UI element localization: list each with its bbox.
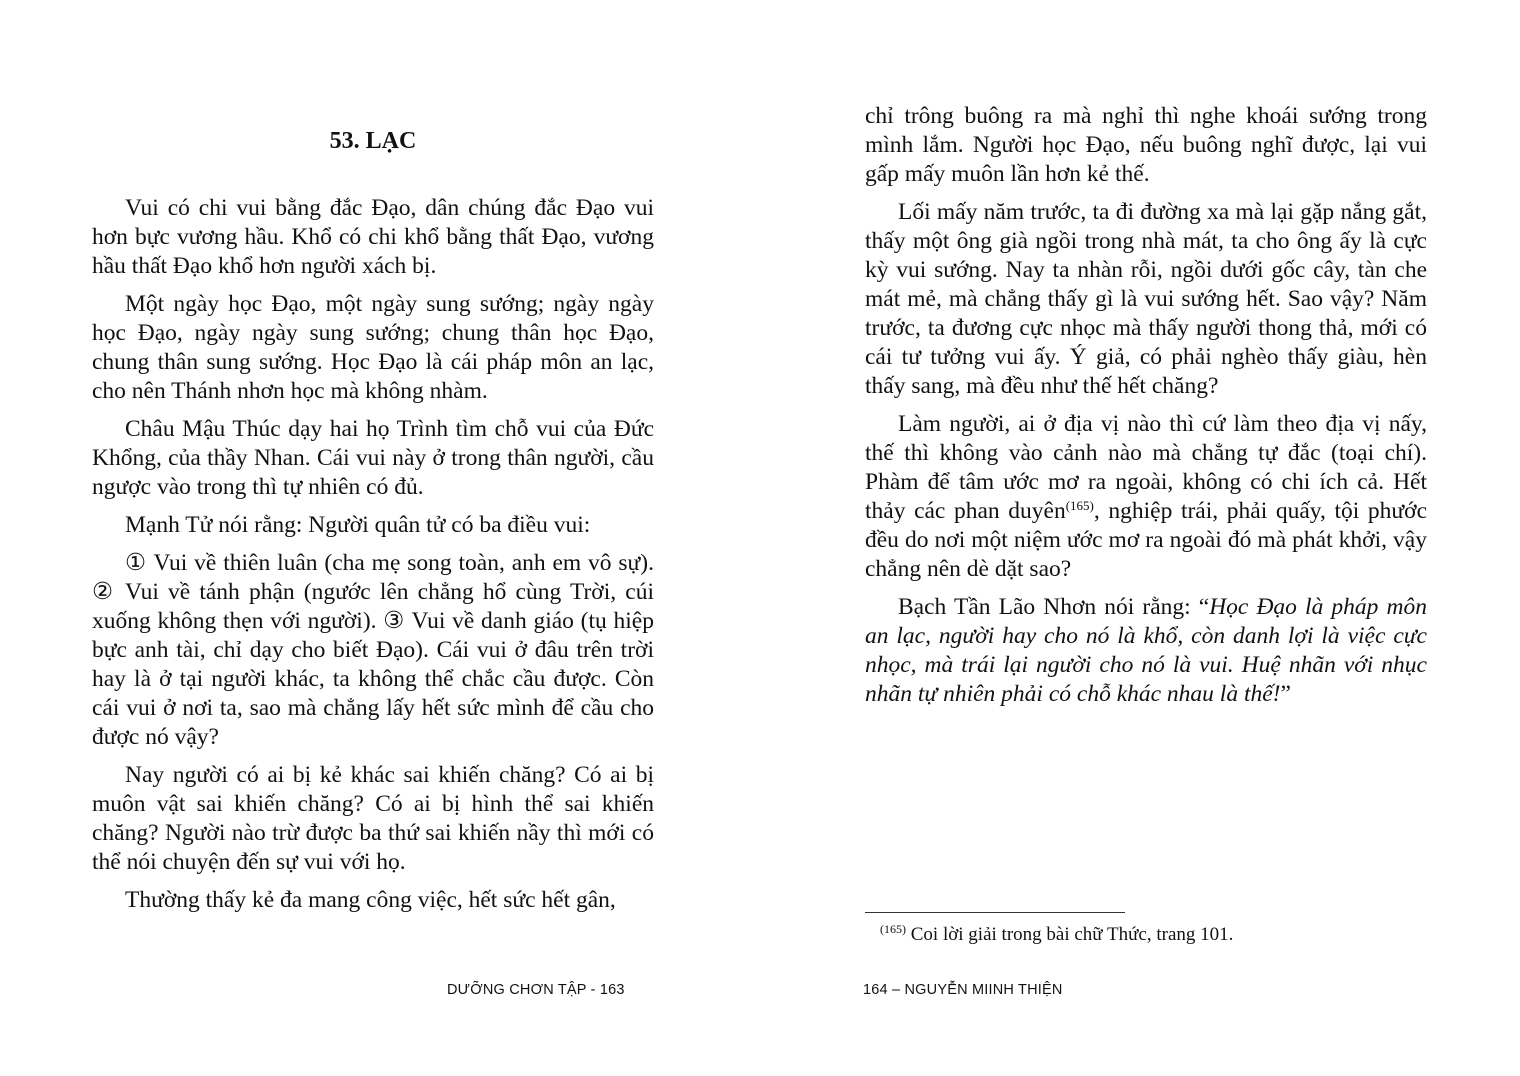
- paragraph: ① Vui về thiên luân (cha mẹ song toàn, anh em vô sự). ② Vui về tánh phận (ngước lên chẳng hổ cùng Trời, cúi xuống không thẹn với người). ③ Vui về danh giáo (tụ hiệp bực anh tài, chỉ dạy cho biết Đạo). Cái vui ở đâu trên trời hay là ở tại người khác, ta không thể chắc cầu được. Còn cái vui ở nơi ta, sao mà chẳng lấy hết sức mình để cầu cho được nó vậy?: [92, 550, 654, 750]
- paragraph: Nay người có ai bị kẻ khác sai khiến chăng? Có ai bị muôn vật sai khiến chăng? Có ai bị hình thể sai khiến chăng? Người nào trừ được ba thứ sai khiến nầy thì mới có thể nói chuyện đến sự vui với họ.: [92, 762, 654, 875]
- quotation: Học Đạo là pháp môn an lạc, người hay cho nó là khổ, còn danh lợi là việc cực nhọc, mà trái lại người cho nó là vui. Huệ nhãn với nhục nhãn tự nhiên phải có chỗ khác nhau là thế!: [865, 594, 1427, 707]
- right-page-body: [865, 102, 1427, 718]
- paragraph-text: , nghiệp trái, phải quấy, tội phước đều do nơi một niệm ước mơ ra ngoài đó mà phát khởi, vậy chẳng nên dè dặt sao?: [865, 498, 1427, 582]
- footnote-divider: [865, 912, 1125, 913]
- paragraph-text: Bạch Tần Lão Nhơn nói rằng: “: [898, 594, 1210, 620]
- paragraph: Mạnh Tử nói rằng: Người quân tử có ba điều vui:: [125, 512, 591, 538]
- paragraph: [865, 410, 1427, 584]
- paragraph: Vui có chi vui bằng đắc Đạo, dân chúng đắc Đạo vui hơn bực vương hầu. Khổ có chi khổ bằng thất Đạo, vương hầu thất Đạo khổ hơn người xách bị.: [92, 195, 654, 279]
- paragraph: Lối mấy năm trước, ta đi đường xa mà lại gặp nắng gắt, thấy một ông già ngồi trong nhà mát, ta cho ông ấy là cực kỳ vui sướng. Nay ta nhàn rỗi, ngồi dưới gốc cây, tàn che mát mẻ, mà chẳng thấy gì là vui sướng hết. Sao vậy? Năm trước, ta đương cực nhọc mà thấy người thong thả, mới có cái tư tưởng vui ấy. Ý giả, có phải nghèo thấy giàu, hèn thấy sang, mà đều như thế hết chăng?: [865, 199, 1427, 399]
- running-footer: 164 – NGUYỄN MIINH THIỆN: [863, 982, 1063, 998]
- left-page-body: [92, 194, 654, 924]
- closing-quote: ”: [1280, 681, 1291, 707]
- footnote-reference[interactable]: (165): [1065, 498, 1094, 513]
- paragraph: Một ngày học Đạo, một ngày sung sướng; ngày ngày học Đạo, ngày ngày sung sướng; chung thân học Đạo, chung thân sung sướng. Học Đạo là cái pháp môn an lạc, cho nên Thánh nhơn học mà không nhàm.: [92, 291, 654, 404]
- paragraph: [865, 593, 1427, 709]
- footnote-number: (165): [880, 922, 906, 936]
- footnote: [880, 922, 1420, 948]
- paragraph: Thường thấy kẻ đa mang công việc, hết sức hết gân,: [125, 887, 616, 913]
- running-footer: DƯỠNG CHƠN TẬP - 163: [447, 982, 625, 998]
- chapter-title: 53. LẠC: [329, 128, 417, 154]
- paragraph: chỉ trông buông ra mà nghỉ thì nghe khoái sướng trong mình lắm. Người học Đạo, nếu buông nghĩ được, lại vui gấp mấy muôn lần hơn kẻ thế.: [865, 103, 1427, 187]
- right-page: [760, 0, 1520, 1076]
- footnote-text: Coi lời giải trong bài chữ Thức, trang 101.: [906, 924, 1234, 945]
- paragraph: Châu Mậu Thúc dạy hai họ Trình tìm chỗ vui của Đức Khổng, của thầy Nhan. Cái vui này ở trong thân người, cầu ngược vào trong thì tự nhiên có đủ.: [92, 416, 654, 500]
- paragraph-text: Làm người, ai ở địa vị nào thì cứ làm theo địa vị nấy, thế thì không vào cảnh nào mà chẳng tự đắc (toại chí). Phàm để tâm ước mơ ra ngoài, không có chi ích cả. Hết thảy các phan duyên: [865, 411, 1427, 524]
